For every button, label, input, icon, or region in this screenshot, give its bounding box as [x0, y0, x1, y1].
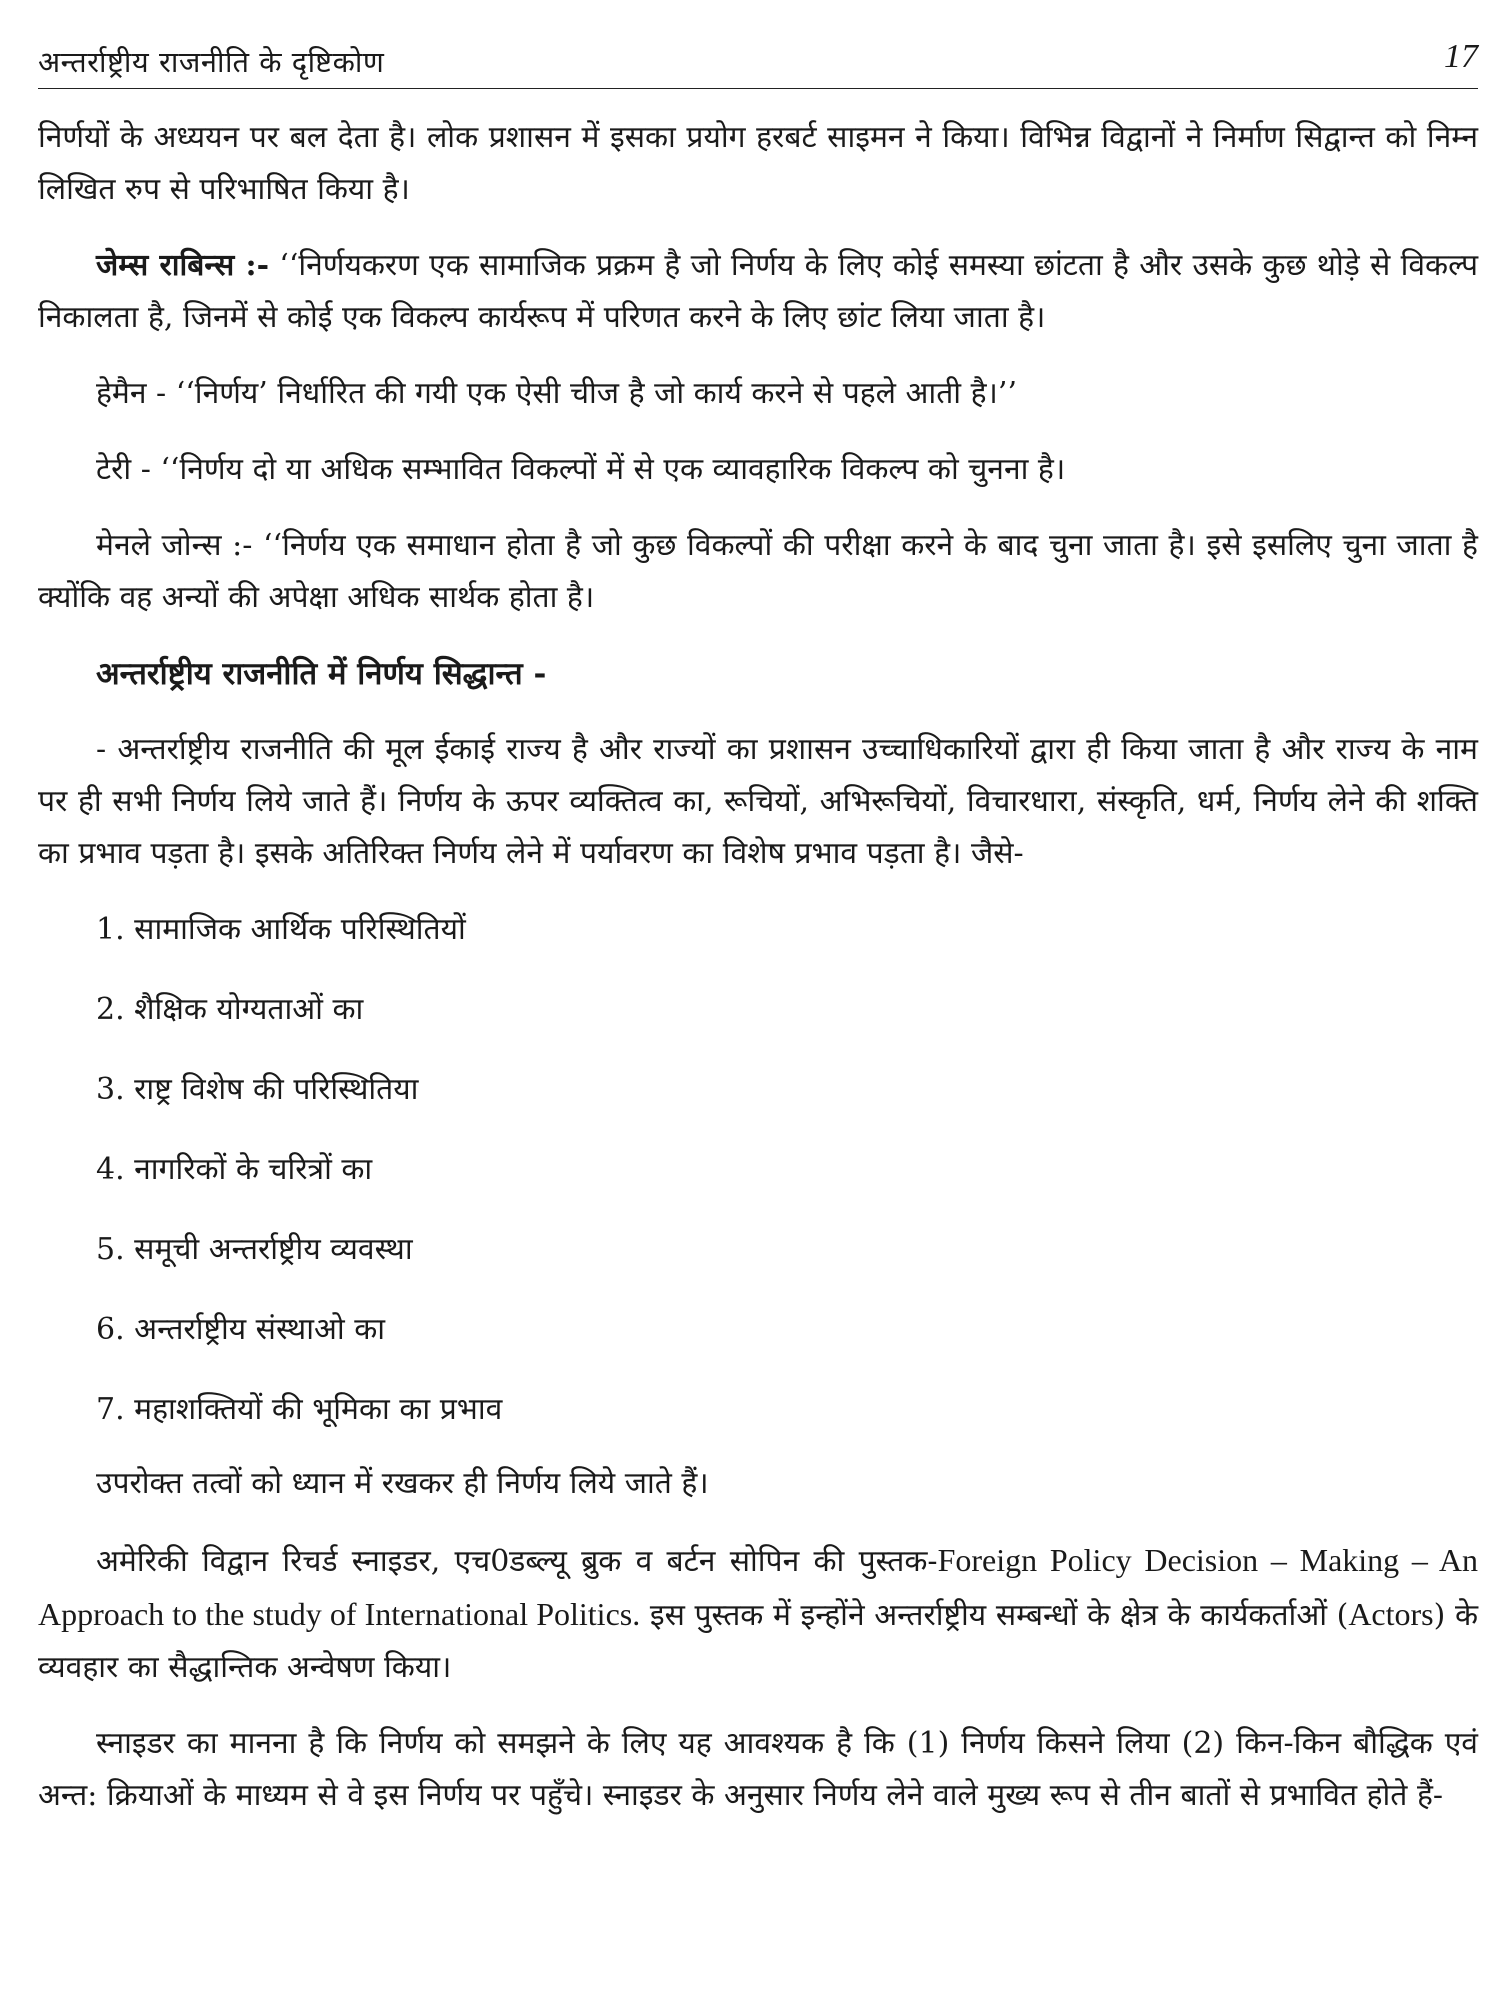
list-item: 4. नागरिकों के चरित्रों का: [96, 1152, 373, 1187]
actors-term: Actors: [1348, 1596, 1434, 1632]
section-paragraph: - अन्तर्राष्ट्रीय राजनीति की मूल ईकाई राज्य है और राज्यों का प्रशासन उच्चाधिकारियों द्वारा ही किया जाता है और राज्य के नाम पर ही सभी निर्णय लिये जाते हैं। निर्णय के ऊपर व्यक्तित्व का, रूचियों, अभिरूचियों, विचारधारा, संस्कृति, धर्म, निर्णय लेने की शक्ति का प्रभाव पड़ता है। इसके अतिरिक्त निर्णय लेने में पर्यावरण का विशेष प्रभाव पड़ता है। जैसे-: [38, 732, 1478, 871]
list-item: 5. समूची अन्तर्राष्ट्रीय व्यवस्था: [96, 1232, 413, 1267]
list-item: 3. राष्ट्र विशेष की परिस्थितिया: [96, 1072, 419, 1107]
factors-list: [38, 904, 1478, 1436]
book-lead: अमेरिकी विद्वान रिचर्ड स्नाइडर, एच0डब्ल्यू ब्रुक व बर्टन सोपिन की पुस्तक-: [96, 1544, 938, 1579]
intro-paragraph: निर्णयों के अध्ययन पर बल देता है। लोक प्रशासन में इसका प्रयोग हरबर्ट साइमन ने किया। विभिन्न विद्वानों ने निर्माण सिद्वान्त को निम्न लिखित रुप से परिभाषित किया है।: [38, 120, 1478, 207]
book-tail: इस पुस्तक में इन्होंने अन्तर्राष्ट्रीय सम्बन्धों के क्षेत्र के कार्यकर्ताओं (: [640, 1598, 1349, 1633]
list-item: 1. सामाजिक आर्थिक परिस्थितियों: [96, 912, 466, 947]
snyder-book-paragraph: [38, 1534, 1478, 1694]
definition-text: ‘‘निर्णयकरण एक सामाजिक प्रक्रम है जो निर्णय के लिए कोई समस्या छांटता है और उसके कुछ थोड़े से विकल्प निकालता है, जिनमें से कोई एक विकल्प कार्यरूप में परिणत करने के लिए छांट लिया जाता है।: [38, 248, 1478, 335]
definition-term: जेम्स राबिन्स :-: [96, 248, 270, 283]
book-tail-end: ) के व्यवहार का सैद्धान्तिक अन्वेषण किया।: [38, 1598, 1478, 1685]
running-title: अन्तर्राष्ट्रीय राजनीति के दृष्टिकोण: [38, 45, 385, 79]
page-header: [38, 38, 1478, 89]
definition-paragraph: हेमैन - ‘‘निर्णय’ निर्धारित की गयी एक ऐसी चीज है जो कार्य करने से पहले आती है।’’: [96, 376, 1017, 411]
page-number: 17: [1444, 38, 1478, 75]
book-title: Foreign Policy Decision – Making – An Approach to the study of International Politics.: [38, 1542, 1478, 1632]
definition-paragraph: [38, 240, 1478, 344]
definition-paragraph: टेरी - ‘‘निर्णय दो या अधिक सम्भावित विकल्पों में से एक व्यावहारिक विकल्प को चुनना है।: [96, 452, 1066, 487]
section-heading: अन्तर्राष्ट्रीय राजनीति में निर्णय सिद्धान्त -: [96, 656, 547, 692]
definition-paragraph: मेनले जोन्स :- ‘‘निर्णय एक समाधान होता है जो कुछ विकल्पों की परीक्षा करने के बाद चुना जाता है। इसे इसलिए चुना जाता है क्योंकि वह अन्यों की अपेक्षा अधिक सार्थक होता है।: [38, 528, 1478, 615]
list-item: 6. अन्तर्राष्ट्रीय संस्थाओ का: [96, 1312, 386, 1347]
list-item: 7. महाशक्तियों की भूमिका का प्रभाव: [96, 1392, 503, 1427]
body-text: [38, 112, 1478, 1846]
conclusion-paragraph: उपरोक्त तत्वों को ध्यान में रखकर ही निर्णय लिये जाते हैं।: [96, 1466, 709, 1501]
snyder-view-paragraph: स्नाइडर का मानना है कि निर्णय को समझने के लिए यह आवश्यक है कि (1) निर्णय किसने लिया (2) किन-किन बौद्धिक एवं अन्त: क्रियाओं के माध्यम से वे इस निर्णय पर पहुँचे। स्नाइडर के अनुसार निर्णय लेने वाले मुख्य रूप से तीन बातों से प्रभावित होते हैं-: [38, 1726, 1478, 1813]
list-item: 2. शैक्षिक योग्यताओं का: [96, 992, 364, 1027]
